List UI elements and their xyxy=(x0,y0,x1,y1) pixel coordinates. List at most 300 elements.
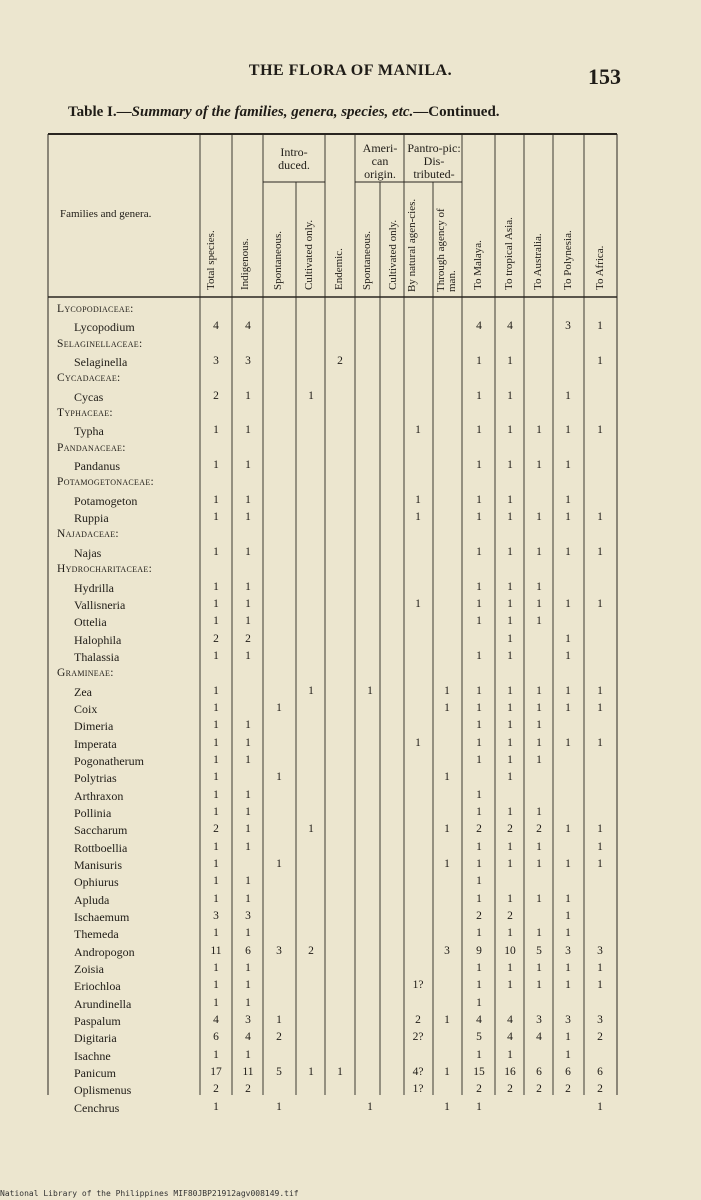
family-name: Gramineae: xyxy=(57,667,114,680)
table-cell: 1 xyxy=(415,424,421,437)
table-cell: 1 xyxy=(476,459,482,472)
table-cell: 1 xyxy=(213,719,219,732)
table-row xyxy=(0,423,701,440)
table-cell: 1? xyxy=(412,1083,424,1096)
table-cell: 16 xyxy=(504,1066,516,1079)
table-cell: 2 xyxy=(476,910,482,923)
family-row xyxy=(0,371,701,388)
table-cell: 6 xyxy=(597,1066,603,1079)
table-cell: 3 xyxy=(245,1014,251,1027)
genus-name: Vallisneria xyxy=(74,597,126,612)
table-cell: 6 xyxy=(213,1031,219,1044)
genus-name: Themeda xyxy=(74,927,119,942)
genus-name: Pollinia xyxy=(74,805,112,820)
table-cell: 3 xyxy=(536,1014,542,1027)
genus-name: Andropogon xyxy=(74,944,135,959)
table-cell: 1 xyxy=(536,615,542,628)
column-header-natural-agencies: By natural agen-cies. xyxy=(406,198,418,292)
table-cell: 2 xyxy=(276,1031,282,1044)
table-row xyxy=(0,319,701,336)
table-cell: 1 xyxy=(507,771,513,784)
table-cell: 1 xyxy=(507,962,513,975)
family-name: Cycadaceae: xyxy=(57,372,121,385)
table-cell: 1 xyxy=(597,511,603,524)
table-cell: 1 xyxy=(444,823,450,836)
table-row xyxy=(0,1048,701,1065)
table-row xyxy=(0,718,701,735)
table-cell: 1 xyxy=(213,597,219,610)
table-cell: 1 xyxy=(536,597,542,610)
table-cell: 1 xyxy=(536,511,542,524)
table-cell: 2 xyxy=(536,1083,542,1096)
table-cell: 11 xyxy=(242,1066,254,1079)
table-cell: 2 xyxy=(415,1014,421,1027)
table-cell: 1 xyxy=(245,979,251,992)
table-cell: 3 xyxy=(565,1014,571,1027)
table-cell: 1 xyxy=(245,1048,251,1061)
table-row xyxy=(0,1013,701,1030)
genus-name: Arthraxon xyxy=(74,788,124,803)
table-cell: 1 xyxy=(565,823,571,836)
table-cell: 1 xyxy=(213,580,219,593)
genus-name: Zea xyxy=(74,684,92,699)
table-cell: 3 xyxy=(565,320,571,333)
table-cell: 1 xyxy=(565,389,571,402)
genus-name: Panicum xyxy=(74,1066,116,1081)
table-cell: 2 xyxy=(565,1083,571,1096)
table-cell: 1 xyxy=(245,597,251,610)
table-cell: 1 xyxy=(213,424,219,437)
table-cell: 1 xyxy=(476,701,482,714)
table-cell: 1 xyxy=(213,684,219,697)
table-cell: 2 xyxy=(536,823,542,836)
genus-name: Cycas xyxy=(74,389,104,404)
table-cell: 4 xyxy=(476,320,482,333)
table-row xyxy=(0,354,701,371)
table-cell: 1 xyxy=(245,875,251,888)
table-cell: 1 xyxy=(213,511,219,524)
genus-name: Eriochloa xyxy=(74,979,121,994)
genus-name: Arundinella xyxy=(74,996,132,1011)
table-cell: 3 xyxy=(597,1014,603,1027)
table-cell: 5 xyxy=(276,1066,282,1079)
table-cell: 4 xyxy=(213,320,219,333)
table-row xyxy=(0,614,701,631)
table-cell: 1 xyxy=(245,962,251,975)
family-row xyxy=(0,406,701,423)
genus-name: Ottelia xyxy=(74,615,107,630)
table-cell: 1 xyxy=(476,649,482,662)
table-cell: 1 xyxy=(565,1048,571,1061)
table-cell: 1 xyxy=(597,823,603,836)
table-cell: 1 xyxy=(213,875,219,888)
table-cell: 5 xyxy=(536,944,542,957)
table-cell: 2 xyxy=(213,823,219,836)
genus-name: Selaginella xyxy=(74,355,128,370)
table-row xyxy=(0,649,701,666)
table-title: Summary of the families, genera, species, etc. xyxy=(131,104,414,120)
table-row xyxy=(0,978,701,995)
table-cell: 4? xyxy=(412,1066,424,1079)
genus-name: Paspalum xyxy=(74,1014,121,1029)
table-cell: 1 xyxy=(476,840,482,853)
table-cell: 1 xyxy=(597,597,603,610)
column-header-total-species: Total species. xyxy=(205,230,217,290)
table-cell: 1 xyxy=(536,459,542,472)
table-cell: 1 xyxy=(565,649,571,662)
table-cell: 4 xyxy=(536,1031,542,1044)
family-name: Lycopodiaceae: xyxy=(57,303,134,315)
table-cell: 1 xyxy=(565,1031,571,1044)
genus-name: Manisuris xyxy=(74,858,122,872)
table-cell: 1 xyxy=(597,962,603,975)
table-cell: 1 xyxy=(476,424,482,437)
table-row xyxy=(0,736,701,753)
table-cell: 1 xyxy=(444,1100,450,1113)
genus-name: Coix xyxy=(74,701,98,716)
table-cell: 3 xyxy=(565,944,571,957)
table-cell: 1 xyxy=(476,1048,482,1061)
table-row xyxy=(0,389,701,406)
table-row xyxy=(0,597,701,614)
family-name: Potamogetonaceae: xyxy=(57,476,155,489)
table-row xyxy=(0,1100,701,1117)
table-row xyxy=(0,944,701,961)
table-cell: 1 xyxy=(308,823,314,836)
table-cell: 1 xyxy=(597,701,603,714)
table-cell: 1 xyxy=(536,892,542,905)
table-cell: 3 xyxy=(245,355,251,368)
table-cell: 3 xyxy=(444,944,450,957)
table-cell: 1 xyxy=(536,840,542,853)
table-cell: 1 xyxy=(597,320,603,333)
column-header-families: Families and genera. xyxy=(60,208,152,220)
table-cell: 1 xyxy=(245,493,251,506)
table-cell: 1 xyxy=(245,805,251,818)
table-cell: 1 xyxy=(245,389,251,402)
family-row xyxy=(0,666,701,683)
table-cell: 1 xyxy=(507,684,513,697)
table-cell: 1 xyxy=(565,545,571,558)
table-cell: 1 xyxy=(308,1066,314,1079)
family-row xyxy=(0,441,701,458)
table-cell: 1 xyxy=(565,597,571,610)
table-cell: 1 xyxy=(213,545,219,558)
genus-name: Oplismenus xyxy=(74,1083,132,1098)
table-cell: 2 xyxy=(213,389,219,402)
table-cell: 4 xyxy=(507,1031,513,1044)
column-header-endemic: Endemic. xyxy=(333,248,345,290)
column-header-introduced-cultivated: Cultivated only. xyxy=(303,219,315,290)
table-cell: 1 xyxy=(507,736,513,749)
table-row xyxy=(0,701,701,718)
table-cell: 1 xyxy=(245,649,251,662)
table-cell: 4 xyxy=(245,1031,251,1044)
table-cell: 1 xyxy=(444,1014,450,1027)
table-row xyxy=(0,926,701,943)
table-cell: 2 xyxy=(337,355,343,368)
table-cell: 2 xyxy=(213,632,219,645)
table-cell: 1 xyxy=(507,927,513,940)
page-number: 153 xyxy=(588,64,621,89)
table-cell: 1 xyxy=(415,736,421,749)
table-row xyxy=(0,892,701,909)
genus-name: Cenchrus xyxy=(74,1100,120,1115)
family-row xyxy=(0,475,701,492)
table-cell: 1 xyxy=(597,840,603,853)
table-cell: 1 xyxy=(367,684,373,697)
table-cell: 1 xyxy=(597,979,603,992)
table-cell: 1 xyxy=(415,597,421,610)
table-continued: —Continued. xyxy=(413,104,500,120)
genus-name: Polytrias xyxy=(74,771,117,786)
table-cell: 1 xyxy=(476,858,482,870)
table-cell: 1 xyxy=(476,389,482,402)
table-body xyxy=(0,302,701,1117)
table-cell: 1 xyxy=(245,424,251,437)
table-cell: 1 xyxy=(444,858,450,870)
table-cell: 1 xyxy=(444,771,450,784)
table-cell: 2 xyxy=(507,910,513,923)
table-cell: 1 xyxy=(565,701,571,714)
family-name: Typhaceae: xyxy=(57,407,113,420)
family-name: Hydrocharitaceae: xyxy=(57,563,153,576)
table-cell: 1 xyxy=(565,424,571,437)
table-row xyxy=(0,840,701,857)
table-cell: 1 xyxy=(245,615,251,628)
table-cell: 1 xyxy=(308,684,314,697)
column-header-indigenous: Indigenous. xyxy=(239,238,251,290)
table-cell: 6 xyxy=(245,944,251,957)
table-cell: 1 xyxy=(245,459,251,472)
genus-name: Digitaria xyxy=(74,1031,117,1046)
table-cell: 1 xyxy=(476,962,482,975)
table-cell: 2 xyxy=(245,632,251,645)
table-cell: 1 xyxy=(476,545,482,558)
table-row xyxy=(0,788,701,805)
table-cell: 2 xyxy=(476,823,482,836)
table-cell: 1 xyxy=(367,1100,373,1113)
table-row xyxy=(0,874,701,891)
genus-name: Hydrilla xyxy=(74,580,114,595)
table-cell: 1 xyxy=(476,580,482,593)
table-cell: 1 xyxy=(536,684,542,697)
table-cell: 1 xyxy=(507,840,513,853)
table-cell: 1 xyxy=(245,823,251,836)
table-cell: 1 xyxy=(276,701,282,714)
table-row xyxy=(0,996,701,1013)
table-cell: 3 xyxy=(276,944,282,957)
table-row xyxy=(0,580,701,597)
table-cell: 1 xyxy=(476,355,482,368)
table-cell: 1 xyxy=(597,355,603,368)
table-cell: 1 xyxy=(507,545,513,558)
table-cell: 2 xyxy=(597,1083,603,1096)
table-cell: 11 xyxy=(210,944,222,957)
column-header-introduced-spontaneous: Spontaneous. xyxy=(272,231,284,290)
table-cell: 1 xyxy=(476,736,482,749)
table-cell: 1 xyxy=(507,805,513,818)
table-cell: 1 xyxy=(507,753,513,766)
column-header-to-australia: To Australia. xyxy=(532,233,544,290)
table-cell: 1 xyxy=(565,892,571,905)
table-cell: 2 xyxy=(507,823,513,836)
table-cell: 1 xyxy=(476,684,482,697)
table-cell: 1 xyxy=(536,719,542,732)
table-cell: 1 xyxy=(536,927,542,940)
family-row xyxy=(0,337,701,354)
table-cell: 1 xyxy=(444,701,450,714)
table-cell: 1 xyxy=(476,511,482,524)
table-cell: 1 xyxy=(476,996,482,1009)
table-cell: 1 xyxy=(444,684,450,697)
table-cell: 1 xyxy=(308,389,314,402)
genus-name: Apluda xyxy=(74,892,110,907)
table-cell: 1 xyxy=(476,615,482,628)
group-header-pantropic: Pantro-pic: Dis-tributed- xyxy=(407,141,461,181)
table-row xyxy=(0,545,701,562)
table-label: Table I.— xyxy=(68,104,132,120)
column-header-american-spontaneous: Spontaneous. xyxy=(361,231,373,290)
table-row xyxy=(0,510,701,527)
table-cell: 1 xyxy=(245,580,251,593)
table-cell: 1 xyxy=(507,858,513,870)
table-cell: 1 xyxy=(213,771,219,784)
table-cell: 1 xyxy=(213,996,219,1009)
column-header-to-tropical-asia: To tropical Asia. xyxy=(503,217,515,290)
table-row xyxy=(0,805,701,822)
genus-name: Isachne xyxy=(74,1048,111,1063)
table-cell: 1 xyxy=(415,511,421,524)
table-cell: 1 xyxy=(536,962,542,975)
table-cell: 4 xyxy=(245,320,251,333)
table-cell: 6 xyxy=(565,1066,571,1079)
family-row xyxy=(0,527,701,544)
genus-name: Rottboellia xyxy=(74,840,128,855)
table-cell: 1 xyxy=(337,1066,343,1079)
genus-name: Pandanus xyxy=(74,459,120,474)
table-row xyxy=(0,458,701,475)
table-cell: 1 xyxy=(213,858,219,870)
table-cell: 1 xyxy=(213,459,219,472)
table-cell: 1 xyxy=(536,736,542,749)
table-cell: 1 xyxy=(507,493,513,506)
table-cell: 4 xyxy=(507,1014,513,1027)
table-cell: 10 xyxy=(504,944,516,957)
table-cell: 1 xyxy=(565,736,571,749)
table-cell: 1 xyxy=(213,753,219,766)
table-cell: 1 xyxy=(476,892,482,905)
table-cell: 1 xyxy=(213,892,219,905)
genus-name: Ophiurus xyxy=(74,875,119,890)
table-cell: 1 xyxy=(536,858,542,870)
table-cell: 1 xyxy=(565,979,571,992)
genus-name: Halophila xyxy=(74,632,122,647)
table-cell: 1 xyxy=(507,459,513,472)
table-cell: 1? xyxy=(412,979,424,992)
table-cell: 1 xyxy=(213,927,219,940)
table-cell: 1 xyxy=(415,493,421,506)
table-cell: 1 xyxy=(597,1100,603,1113)
family-name: Selaginellaceae: xyxy=(57,337,143,350)
table-cell: 1 xyxy=(565,459,571,472)
table-cell: 1 xyxy=(213,493,219,506)
table-cell: 1 xyxy=(245,511,251,524)
table-row xyxy=(0,857,701,874)
table-cell: 1 xyxy=(536,979,542,992)
table-cell: 1 xyxy=(536,545,542,558)
genus-name: Potamogeton xyxy=(74,493,138,508)
table-cell: 1 xyxy=(565,632,571,645)
table-cell: 1 xyxy=(507,615,513,628)
table-cell: 4 xyxy=(507,320,513,333)
table-cell: 1 xyxy=(476,719,482,732)
group-header-american-origin: Ameri-can origin. xyxy=(362,141,398,181)
table-cell: 1 xyxy=(245,840,251,853)
table-cell: 1 xyxy=(276,771,282,784)
table-cell: 1 xyxy=(507,701,513,714)
table-cell: 1 xyxy=(245,996,251,1009)
table-cell: 1 xyxy=(245,927,251,940)
table-cell: 3 xyxy=(245,910,251,923)
table-cell: 1 xyxy=(536,580,542,593)
table-cell: 1 xyxy=(597,424,603,437)
table-cell: 4 xyxy=(476,1014,482,1027)
table-row xyxy=(0,1065,701,1082)
genus-name: Pogonatherum xyxy=(74,753,144,768)
table-cell: 2 xyxy=(476,1083,482,1096)
family-row xyxy=(0,302,701,319)
table-row xyxy=(0,961,701,978)
table-cell: 1 xyxy=(507,355,513,368)
column-header-american-cultivated: Cultivated only. xyxy=(387,219,399,290)
table-cell: 1 xyxy=(213,962,219,975)
column-header-to-malaya: To Malaya. xyxy=(472,240,484,290)
table-cell: 1 xyxy=(276,1014,282,1027)
table-cell: 1 xyxy=(507,1048,513,1061)
table-cell: 1 xyxy=(597,545,603,558)
genus-name: Lycopodium xyxy=(74,320,135,335)
table-cell: 1 xyxy=(507,511,513,524)
table-cell: 1 xyxy=(476,597,482,610)
table-cell: 2 xyxy=(507,1083,513,1096)
table-cell: 1 xyxy=(245,736,251,749)
table-cell: 1 xyxy=(507,649,513,662)
table-cell: 1 xyxy=(476,1100,482,1113)
table-cell: 1 xyxy=(597,684,603,697)
table-cell: 2 xyxy=(597,1031,603,1044)
table-cell: 1 xyxy=(507,892,513,905)
table-cell: 1 xyxy=(565,962,571,975)
table-cell: 1 xyxy=(476,493,482,506)
table-cell: 1 xyxy=(245,545,251,558)
table-row xyxy=(0,770,701,787)
table-cell: 1 xyxy=(476,788,482,801)
table-cell: 3 xyxy=(597,944,603,957)
table-cell: 2 xyxy=(245,1083,251,1096)
table-cell: 1 xyxy=(245,719,251,732)
table-cell: 1 xyxy=(476,927,482,940)
table-cell: 1 xyxy=(276,1100,282,1113)
table-cell: 1 xyxy=(213,1048,219,1061)
table-cell: 1 xyxy=(536,805,542,818)
running-head: THE FLORA OF MANILA. xyxy=(248,62,453,79)
table-cell: 1 xyxy=(213,840,219,853)
table-cell: 1 xyxy=(444,1066,450,1079)
column-header-agency-of-man: Through agency of man. xyxy=(435,208,458,292)
genus-name: Ischaemum xyxy=(74,910,130,925)
table-cell: 1 xyxy=(565,858,571,870)
